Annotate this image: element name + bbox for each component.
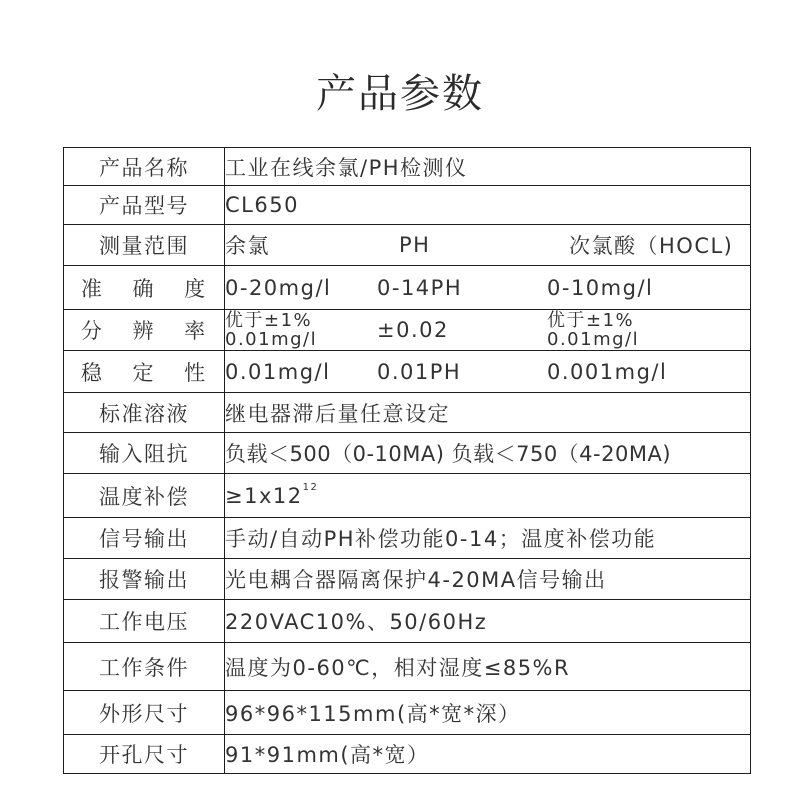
page-title: 产品参数 [316, 71, 484, 117]
table-row [64, 266, 751, 310]
row-value: 91*91mm(高*宽） [225, 735, 751, 774]
cell-col2: 0-14PH [377, 275, 463, 300]
value-superscript: 12 [302, 481, 319, 493]
row-value [225, 225, 751, 266]
cell-col1: 0-20mg/l [225, 275, 332, 300]
cell-col3: 0-10mg/l [547, 275, 654, 300]
row-value [225, 351, 751, 393]
cell-col2: PH [399, 233, 431, 257]
row-value: 96*96*115mm(高*宽*深） [225, 691, 751, 735]
row-label: 报警输出 [64, 559, 225, 600]
cell-col3: 次氯酸（HOCL) [569, 234, 734, 258]
row-value: 手动/自动PH补偿功能0-14；温度补偿功能 [225, 518, 751, 559]
cell-line: 0.01mg/l [225, 329, 318, 350]
table-row [64, 643, 751, 691]
cell-col1: 余氯 [225, 234, 270, 258]
row-value: 负载＜500（0-10MA) 负载＜750（4-20MA) [225, 433, 751, 474]
row-label: 分 辨 率 [64, 310, 225, 351]
table-row [64, 474, 751, 518]
spec-table [63, 147, 751, 774]
table-row [64, 225, 751, 266]
row-label: 温度补偿 [64, 474, 225, 518]
table-row [64, 559, 751, 600]
table-row [64, 735, 751, 774]
cell-col1: 0.01mg/l [225, 359, 331, 384]
cell-line: 优于±1% [547, 310, 635, 331]
cell-line: 0.01mg/l [547, 329, 640, 350]
row-label: 标准溶液 [64, 393, 225, 433]
row-value: 继电器滞后量任意设定 [225, 393, 751, 433]
row-label: 输入阻抗 [64, 433, 225, 474]
row-label: 开孔尺寸 [64, 735, 225, 774]
row-value [225, 474, 751, 518]
row-label: 信号输出 [64, 518, 225, 559]
cell-col3: 0.001mg/l [547, 359, 668, 384]
table-row [64, 148, 751, 186]
row-value: 工业在线余氯/PH检测仪 [225, 148, 751, 186]
table-row [64, 186, 751, 225]
row-value: CL650 [225, 186, 751, 225]
table-row [64, 310, 751, 351]
row-value: 光电耦合器隔离保护4-20MA信号输出 [225, 559, 751, 600]
cell-line: 优于±1% [225, 310, 313, 331]
table-row [64, 433, 751, 474]
row-label: 准 确 度 [64, 266, 225, 310]
table-row [64, 351, 751, 393]
row-value: 220VAC10%、50/60Hz [225, 600, 751, 643]
row-label: 测量范围 [64, 225, 225, 266]
cell-col2: 0.01PH [377, 359, 462, 384]
row-value [225, 310, 751, 351]
table-row [64, 518, 751, 559]
cell-col3 [547, 311, 750, 349]
row-label: 产品型号 [64, 186, 225, 225]
row-value [225, 266, 751, 310]
row-label: 稳 定 性 [64, 351, 225, 393]
cell-col2: ±0.02 [377, 318, 449, 342]
row-label: 工作电压 [64, 600, 225, 643]
row-label: 产品名称 [64, 148, 225, 186]
value-text: ≥1x12 [225, 483, 303, 508]
row-label: 外形尺寸 [64, 691, 225, 735]
table-row [64, 691, 751, 735]
row-value: 温度为0-60℃，相对湿度≤85%R [225, 643, 751, 691]
table-row [64, 600, 751, 643]
row-label: 工作条件 [64, 643, 225, 691]
table-row [64, 393, 751, 433]
cell-col1 [225, 311, 377, 349]
